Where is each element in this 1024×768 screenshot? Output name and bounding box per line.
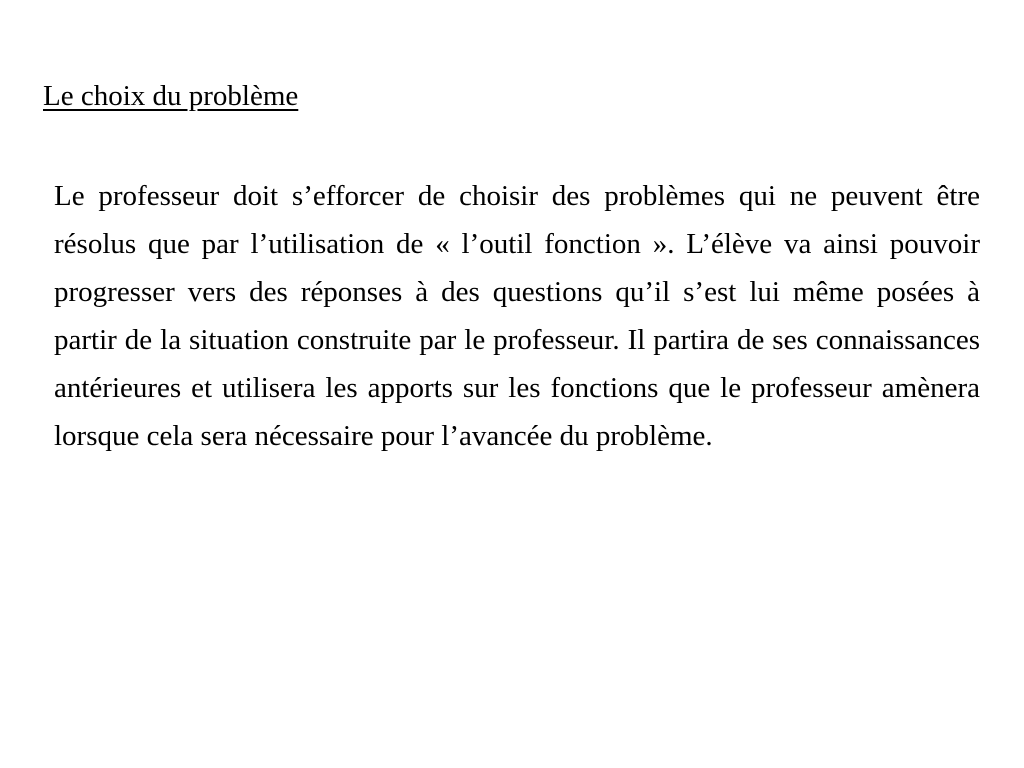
slide-title: Le choix du problème xyxy=(43,80,299,112)
slide-body-paragraph: Le professeur doit s’efforcer de choisir des problèmes qui ne peuvent être résolus que par l’utilisation de « l’outil fonction ». L’élève va ainsi pouvoir progresser vers des réponses à des questions qu’il s’est lui même posées à partir de la situation construite par le professeur. Il partira de ses connaissances antérieures et utilisera les apports sur les fonctions que le professeur amènera lorsque cela sera nécessaire pour l’avancée du problème. xyxy=(54,180,980,452)
